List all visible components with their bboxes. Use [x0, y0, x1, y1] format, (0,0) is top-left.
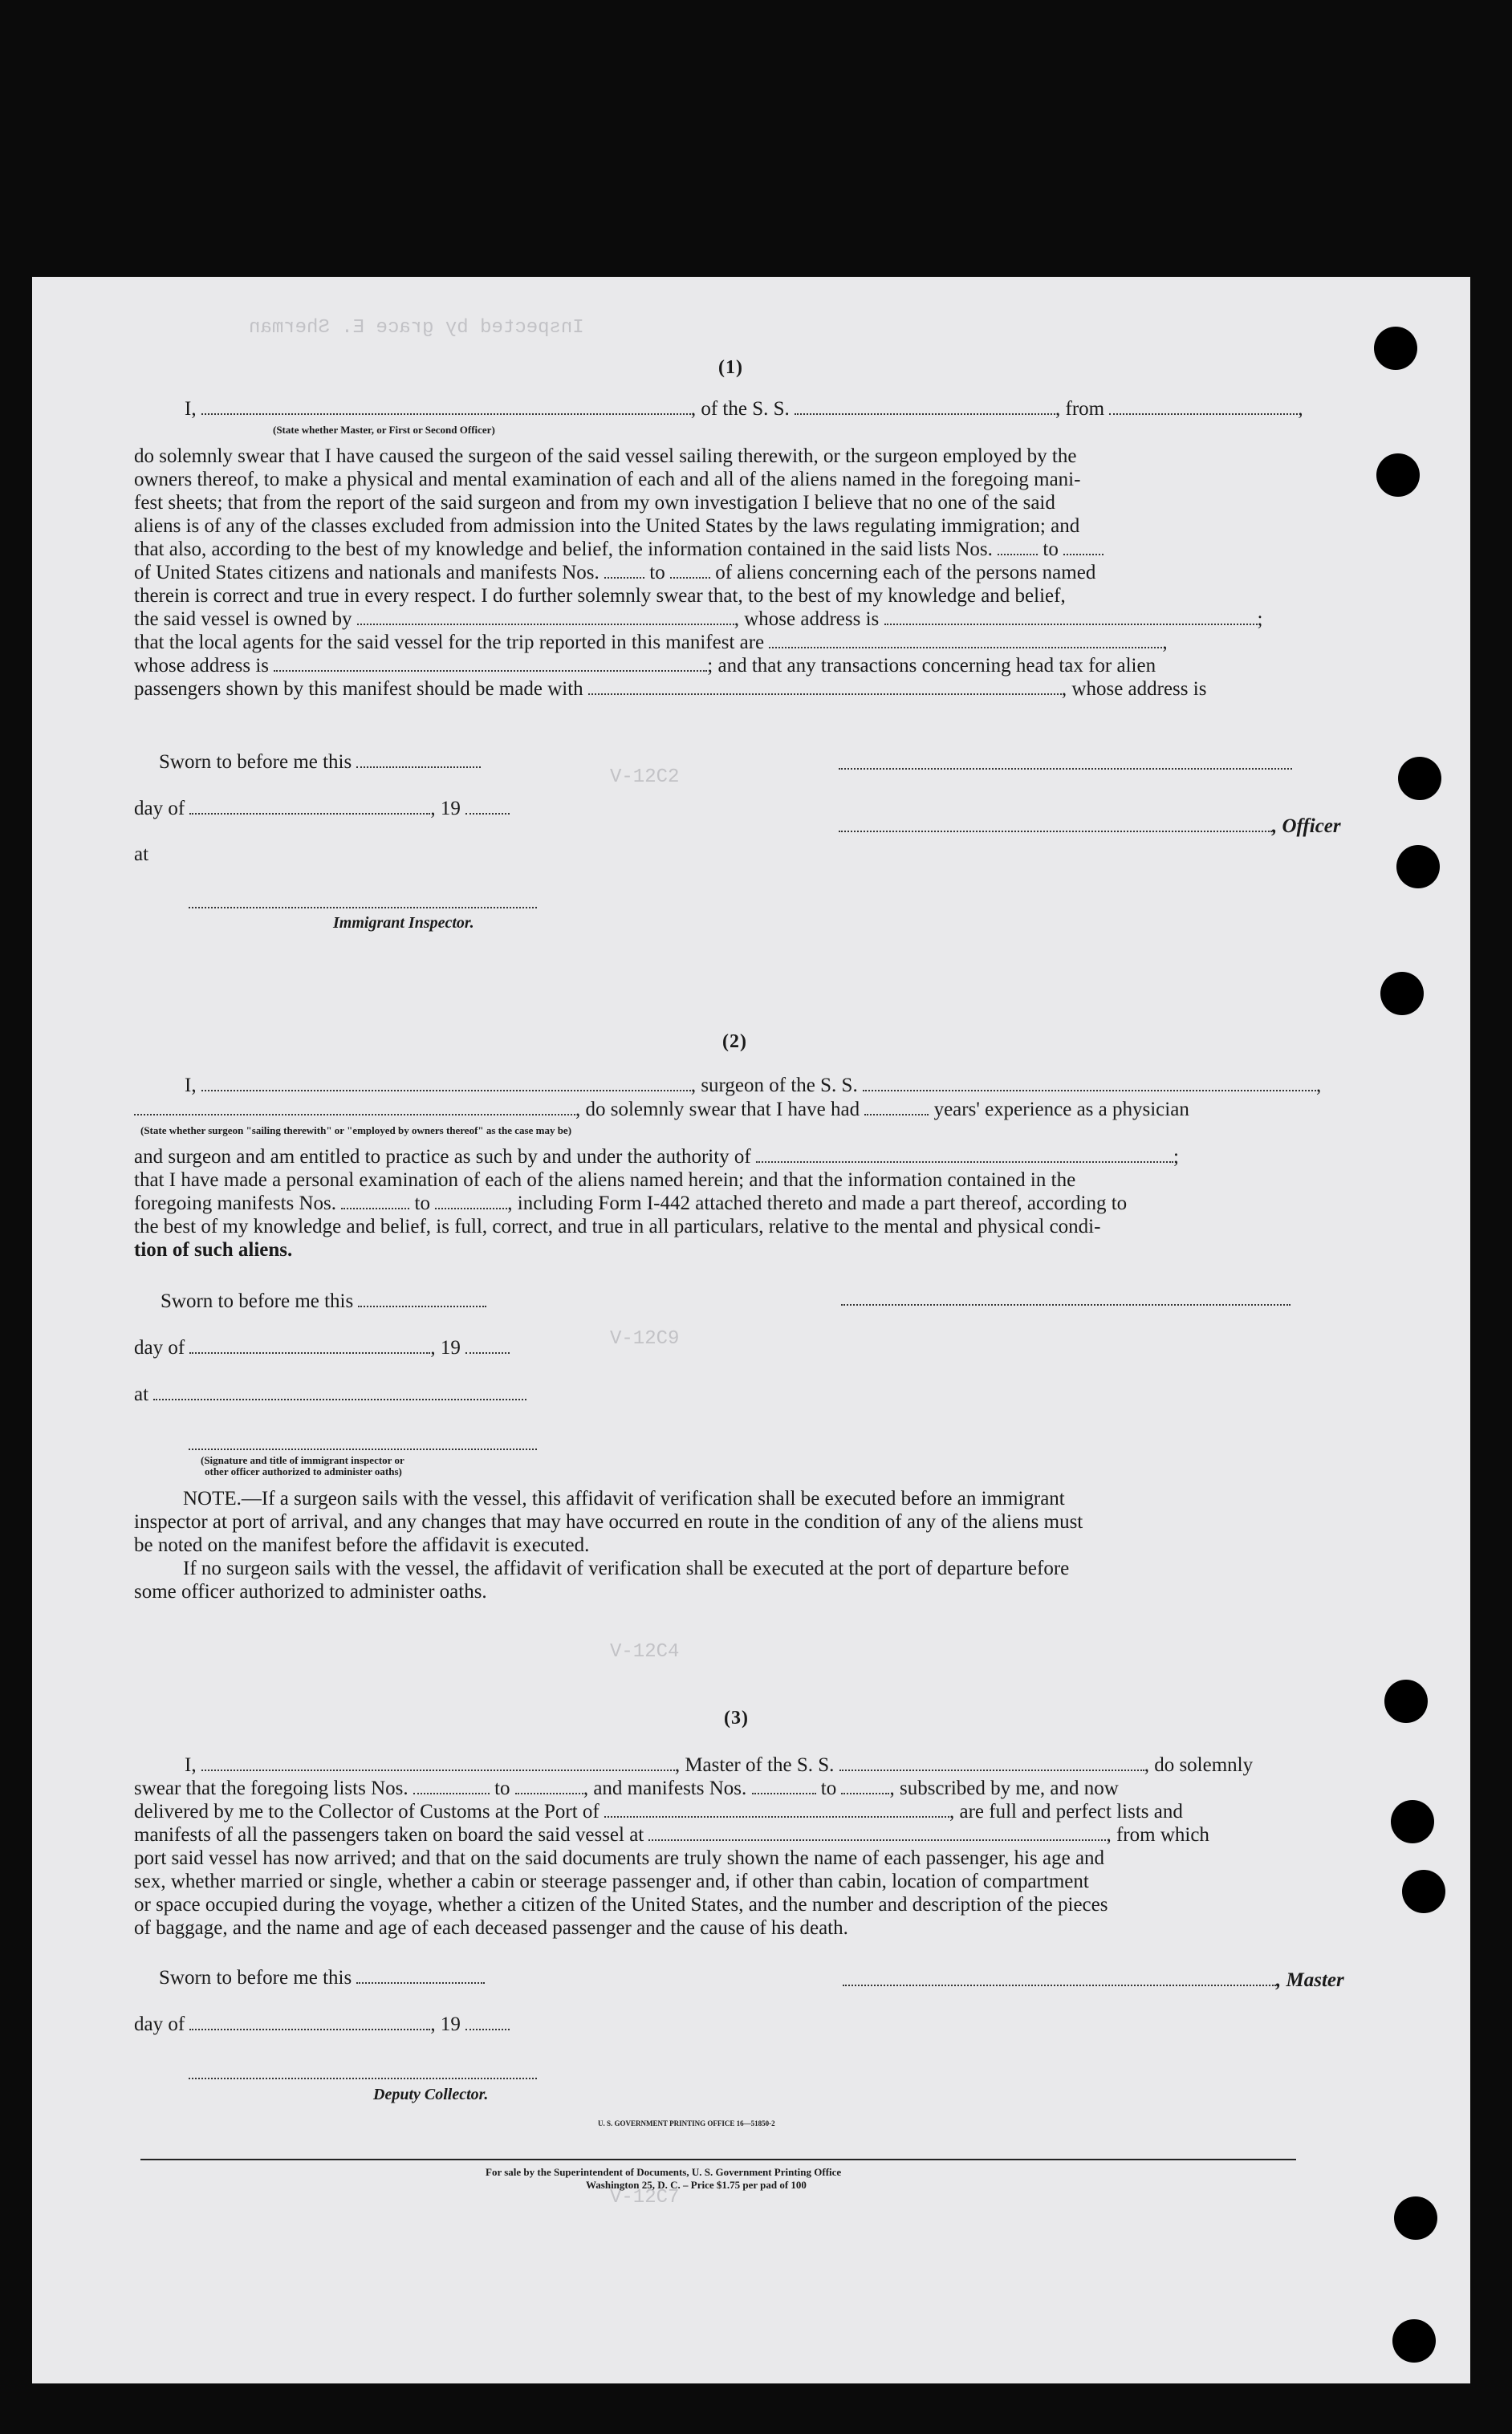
surgeon-status-field[interactable] [134, 1098, 575, 1115]
s2-line2 [134, 1098, 1189, 1122]
from-label: , from [1055, 398, 1105, 420]
punch-hole [1398, 757, 1441, 800]
s1-para-line: owners thereof, to make a physical and mental examination of each and all of the aliens named in the foregoing mani- [134, 469, 1081, 490]
master-label: , Master [1276, 1969, 1344, 1991]
punch-hole [1380, 972, 1424, 1015]
s2-para-line: that I have made a personal examination of each of the aliens named herein; and that the information contained in the [134, 1169, 1076, 1191]
s2-para-text: , do solemnly swear that I have had [575, 1099, 860, 1120]
s3-manifests-line [134, 1823, 1209, 1847]
immigrant-inspector-label: Immigrant Inspector. [333, 914, 474, 932]
s3-master-line [843, 1969, 1344, 1993]
punch-hole [1374, 327, 1417, 370]
note-line: be noted on the manifest before the affidavit is executed. [134, 1534, 590, 1556]
note-line: NOTE.—If a surgeon sails with the vessel, this affidavit of verification shall be executed before an immigrant [183, 1488, 1065, 1510]
s1-lists-line [134, 538, 1104, 562]
s3-para-line: or space occupied during the voyage, whether a citizen of the United States, and the number and description of the pieces [134, 1894, 1108, 1916]
manifests-to-field[interactable] [670, 561, 710, 579]
punch-hole [1392, 2319, 1436, 2363]
address-label: whose address is [134, 655, 270, 677]
s3-manifests-to-field[interactable] [841, 1777, 889, 1794]
address-label: , whose address is [1061, 678, 1207, 700]
s2-line1: I, , surgeon of the S. S. , [185, 1075, 1322, 1096]
officer-label: , Officer [1272, 815, 1341, 837]
deputy-collector-label: Deputy Collector. [373, 2086, 489, 2103]
s3-lists-to-field[interactable] [515, 1777, 583, 1794]
s2-i-label: I, [185, 1075, 197, 1096]
s3-day-line [134, 2013, 510, 2037]
s3-lists-from-field[interactable] [413, 1777, 490, 1794]
s1-para-text: of United States citizens and nationals and manifests Nos. [134, 562, 600, 583]
s2-para-line: the best of my knowledge and belief, is full, correct, and true in all particulars, relative to the mental and physical condi- [134, 1216, 1101, 1237]
sale-note-1: For sale by the Superintendent of Documents, U. S. Government Printing Office [486, 2166, 842, 2178]
surgeon-status-note: (State whether surgeon "sailing therewith" or "employed by owners thereof" as the case may be) [140, 1124, 572, 1136]
surgeon-signature-line[interactable] [841, 1302, 1290, 1306]
s2-day-line [134, 1336, 510, 1360]
s1-i-label: I, [185, 398, 197, 420]
s3-manifests-from-field[interactable] [752, 1777, 816, 1794]
s1-day-line [134, 797, 510, 821]
punch-hole [1391, 1800, 1434, 1843]
s1-para-text: that also, according to the best of my knowledge and belief, the information contained in the said lists Nos. [134, 538, 993, 560]
note-line: If no surgeon sails with the vessel, the affidavit of verification shall be executed at the port of departure before [183, 1558, 1070, 1579]
s1-para-line: fest sheets; that from the report of the said surgeon and from my own investigation I believe that no one of the said [134, 492, 1055, 514]
bleed-through-text: V-12C4 [610, 1641, 680, 1663]
s3-para-text: manifests of all the passengers taken on board the said vessel at [134, 1824, 644, 1846]
agents-address-field[interactable] [274, 654, 707, 672]
sale-note-2: Washington 25, D. C. – Price $1.75 per pad of 100 [586, 2179, 807, 2191]
day-field[interactable] [189, 2013, 430, 2030]
bleed-through-text: V-12C2 [610, 766, 680, 788]
surgeon-of-label: , surgeon of the S. S. [690, 1075, 858, 1096]
vessel-name-field[interactable] [795, 397, 1055, 415]
to-label: to [414, 1193, 430, 1214]
year-field[interactable] [465, 797, 510, 815]
owner-address-field[interactable] [884, 607, 1258, 625]
lists-to-field[interactable] [1063, 538, 1104, 555]
sworn-field[interactable] [358, 1290, 486, 1307]
gpo-imprint: U. S. GOVERNMENT PRINTING OFFICE 16—51850-2 [598, 2119, 775, 2127]
head-tax-agent-field[interactable] [588, 677, 1062, 695]
departure-port-field[interactable] [648, 1823, 1106, 1841]
s3-para-line: port said vessel has now arrived; and that on the said documents are truly shown the name of each passenger, his age and [134, 1847, 1105, 1869]
port-field[interactable] [604, 1800, 949, 1818]
s1-manifests-line [134, 561, 1095, 585]
s1-para-line: do solemnly swear that I have caused the surgeon of the said vessel sailing therewith, or the surgeon employed by the [134, 445, 1077, 467]
footer-rule [140, 2159, 1296, 2160]
s1-para-text: passengers shown by this manifest should be made with [134, 678, 583, 700]
day-field[interactable] [189, 797, 430, 815]
agents-label: that the local agents for the said vessel for the trip reported in this manifest are [134, 632, 765, 653]
year-label: , 19 [430, 798, 461, 819]
bleed-through-text: Inspected by grace E. Sherman [249, 317, 584, 339]
s1-para-text: ; and that any transactions concerning head tax for alien [707, 655, 1156, 677]
s1-agents-line: that the local agents for the said vessel for the trip reported in this manifest are , [134, 632, 1168, 653]
punch-hole [1384, 1680, 1428, 1723]
note-line: some officer authorized to administer oaths. [134, 1581, 487, 1603]
s3-para-line: of baggage, and the name and age of each deceased passenger and the cause of his death. [134, 1917, 848, 1939]
year-label: , 19 [430, 1337, 461, 1359]
section-number-2: (2) [722, 1031, 747, 1052]
officer-signature-field[interactable] [839, 815, 1272, 832]
address-label: , whose address is [734, 608, 880, 630]
year-field[interactable] [465, 1336, 510, 1354]
owned-by-label: the said vessel is owned by [134, 608, 352, 630]
s2-at-line [134, 1383, 526, 1407]
sworn-field[interactable] [356, 750, 481, 768]
sworn-label: Sworn to before me this [159, 1967, 352, 1989]
inspector-signature-line[interactable] [189, 905, 537, 908]
day-of-label: day of [134, 1337, 185, 1359]
s3-lists-line [134, 1777, 1119, 1801]
day-field[interactable] [189, 1336, 430, 1354]
authority-field[interactable] [756, 1145, 1173, 1163]
s3-para-text: , are full and perfect lists and [949, 1801, 1183, 1822]
s2-para-text: foregoing manifests Nos. [134, 1193, 337, 1214]
officer-rank-note: (State whether Master, or First or Second Officer) [273, 424, 495, 436]
year-field[interactable] [465, 2013, 510, 2030]
bleed-through-text: V-12C9 [610, 1328, 680, 1350]
s1-owned-line: the said vessel is owned by , whose address is ; [134, 608, 1263, 630]
form-page [32, 277, 1470, 2383]
s1-para-line: aliens is of any of the classes excluded from admission into the United States by the laws regulating immigration; and [134, 515, 1080, 537]
s2-authority-line: and surgeon and am entitled to practice as such by and under the authority of ; [134, 1146, 1179, 1168]
punch-hole [1396, 845, 1440, 888]
s1-sworn-line [159, 750, 481, 774]
signature-note-1: (Signature and title of immigrant inspector or [201, 1454, 404, 1466]
s3-sworn-line [159, 1966, 485, 1990]
of-ss-label: , of the S. S. [690, 398, 790, 420]
day-of-label: day of [134, 798, 185, 819]
s1-para-text: of aliens concerning each of the persons named [715, 562, 1096, 583]
note-line: inspector at port of arrival, and any changes that may have occurred en route in the condition of any of the aliens must [134, 1511, 1083, 1533]
s1-agents-address-line [134, 654, 1156, 678]
s2-para-text: , including Form I-442 attached thereto and made a part thereof, according to [507, 1193, 1128, 1214]
to-label: to [494, 1778, 510, 1799]
s2-manifests-to-field[interactable] [435, 1192, 507, 1209]
s3-i-label: I, [185, 1754, 197, 1776]
year-label: , 19 [430, 2013, 461, 2035]
s3-para-text: swear that the foregoing lists Nos. [134, 1778, 408, 1799]
officer-signature-line-1[interactable] [839, 766, 1292, 770]
s1-line1: I, , of the S. S. , from , [185, 398, 1303, 420]
day-of-label: day of [134, 2013, 185, 2035]
to-label: to [1043, 538, 1059, 560]
punch-hole [1376, 453, 1420, 497]
punch-hole [1402, 1870, 1445, 1913]
lists-from-field[interactable] [998, 538, 1038, 555]
s3-delivered-line [134, 1800, 1183, 1824]
s1-passengers-line [134, 677, 1206, 701]
collector-signature-line[interactable] [189, 2076, 537, 2079]
to-label: to [820, 1778, 837, 1799]
s2-para-line: tion of such aliens. [134, 1239, 293, 1261]
officer-rank-field[interactable] [201, 397, 691, 415]
s3-para-text: , subscribed by me, and now [889, 1778, 1119, 1799]
manifests-from-field[interactable] [604, 561, 644, 579]
sworn-label: Sworn to before me this [161, 1290, 354, 1312]
s2-manifests-line [134, 1192, 1127, 1216]
sworn-field[interactable] [356, 1966, 485, 1984]
sworn-label: Sworn to before me this [159, 751, 352, 773]
owner-field[interactable] [357, 607, 734, 625]
s3-line1 [185, 1753, 1253, 1778]
s1-para-line: therein is correct and true in every respect. I do further solemnly swear that, to the best of my knowledge and belief, [134, 585, 1066, 607]
s2-sworn-line [161, 1290, 486, 1314]
master-of-label: , Master of the S. S. [674, 1754, 835, 1776]
punch-hole [1394, 2196, 1437, 2240]
s2-vessel-field[interactable] [863, 1074, 1316, 1091]
bleed-through-text: V-12C7 [610, 2187, 680, 2208]
s1-officer-line [839, 815, 1341, 839]
at-field[interactable] [153, 1383, 526, 1400]
at-label: at [134, 1384, 149, 1405]
s3-para-text: delivered by me to the Collector of Customs at the Port of [134, 1801, 600, 1822]
from-port-field[interactable] [1109, 397, 1298, 415]
section-number-1: (1) [718, 357, 743, 378]
section-number-3: (3) [724, 1708, 749, 1729]
master-name-field[interactable] [201, 1753, 675, 1771]
s1-at-line [134, 843, 148, 867]
master-signature-field[interactable] [843, 1969, 1276, 1986]
signature-note-2: other officer authorized to administer oaths) [205, 1465, 402, 1477]
s3-vessel-field[interactable] [839, 1753, 1144, 1771]
years-label: years' experience as a physician [933, 1099, 1189, 1120]
agents-field[interactable] [769, 631, 1162, 648]
s3-para-line: sex, whether married or single, whether a cabin or steerage passenger and, if other than cabin, location of compartment [134, 1871, 1089, 1892]
at-label: at [134, 843, 149, 865]
s3-para-text: , and manifests Nos. [583, 1778, 747, 1799]
s2-manifests-from-field[interactable] [341, 1192, 409, 1209]
s3-para-text: , from which [1106, 1824, 1209, 1846]
to-label: to [649, 562, 665, 583]
years-field[interactable] [864, 1098, 929, 1115]
surgeon-name-field[interactable] [201, 1074, 691, 1091]
s2-inspector-signature-line[interactable] [189, 1447, 537, 1450]
s2-para-text: and surgeon and am entitled to practice as such by and under the authority of [134, 1146, 751, 1168]
s3-para-text: , do solemnly [1144, 1754, 1254, 1776]
